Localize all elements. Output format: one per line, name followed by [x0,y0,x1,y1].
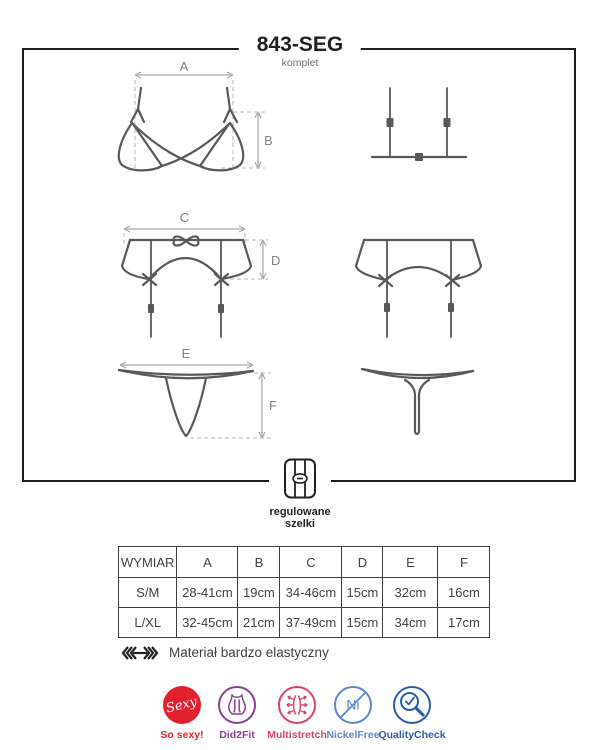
measure-label-b: B [264,133,273,148]
feature-label-line2: szelki [285,517,315,530]
multistretch-stretch-icon [284,692,310,718]
value-cell: 32-45cm [177,608,238,638]
table-row [119,578,490,608]
thong-front-diagram [108,348,283,448]
measure-label-c: C [179,210,190,225]
strap-slider-icon [387,118,394,127]
value-cell: 37-49cm [280,608,342,638]
col-header-a: A [177,547,238,578]
table-header-row [119,547,490,578]
elastic-note-text: Materiał bardzo elastyczny [169,645,329,660]
page-title: 843-SEG [256,33,344,56]
garter-back-diagram [350,232,485,342]
garter-front-diagram [110,205,288,340]
garter-front-drawing [122,236,251,337]
value-cell: 16cm [438,578,490,608]
adjustable-straps-icon [282,458,318,502]
thong-back-drawing [362,369,473,434]
value-cell: 21cm [238,608,280,638]
col-header-c: C [280,547,342,578]
col-header-d: D [342,547,383,578]
value-cell: 34-46cm [280,578,342,608]
badge-qualitycheck [374,686,450,741]
thong-back-diagram [355,358,485,443]
value-cell: 34cm [383,608,438,638]
size-cell: L/XL [119,608,177,638]
sexy-badge-icon: Sexy [163,686,201,724]
bra-back-drawing [372,88,466,161]
measure-label-e: E [181,346,191,361]
bra-back-diagram [360,80,480,165]
elastic-note [120,645,329,660]
feature-label-line1: regulowane [269,506,331,518]
badge-label: So sexy! [160,729,204,741]
did2fit-bodysuit-icon [224,692,250,718]
garter-slider-icon [148,304,154,313]
garter-back-drawing [356,240,481,337]
badge-label: NickelFree [326,729,380,741]
thong-front-drawing [119,370,253,436]
value-cell: 32cm [383,578,438,608]
qualitycheck-magnifier-icon [395,688,429,722]
value-cell: 15cm [342,608,383,638]
bra-front-drawing [119,88,243,170]
bra-front-diagram [105,59,285,177]
svg-text:Ni: Ni [346,696,360,713]
size-table [118,546,490,638]
value-cell: 17cm [438,608,490,638]
badge-label: Multistretch [267,729,327,741]
table-row [119,608,490,638]
garter-slider-icon [218,304,224,313]
measure-label-f: F [269,398,277,413]
strap-slider-icon [444,118,451,127]
badge-label: QualityCheck [378,729,446,741]
stretch-arrows-icon [120,646,160,660]
measure-label-a: A [179,59,189,74]
feature-block [269,458,331,530]
nickelfree-ni-icon [336,688,370,722]
col-header-wymiar: WYMIAR [119,547,177,578]
measure-label-d: D [271,253,281,268]
garter-slider-icon [384,303,390,312]
page-subtitle: komplet [281,57,319,69]
col-header-f: F [438,547,490,578]
band-clasp-icon [415,153,423,161]
value-cell: 15cm [342,578,383,608]
col-header-b: B [238,547,280,578]
size-cell: S/M [119,578,177,608]
title-block [239,33,361,69]
col-header-e: E [383,547,438,578]
value-cell: 19cm [238,578,280,608]
garter-slider-icon [448,303,454,312]
badge-label: Did2Fit [219,729,255,741]
value-cell: 28-41cm [177,578,238,608]
